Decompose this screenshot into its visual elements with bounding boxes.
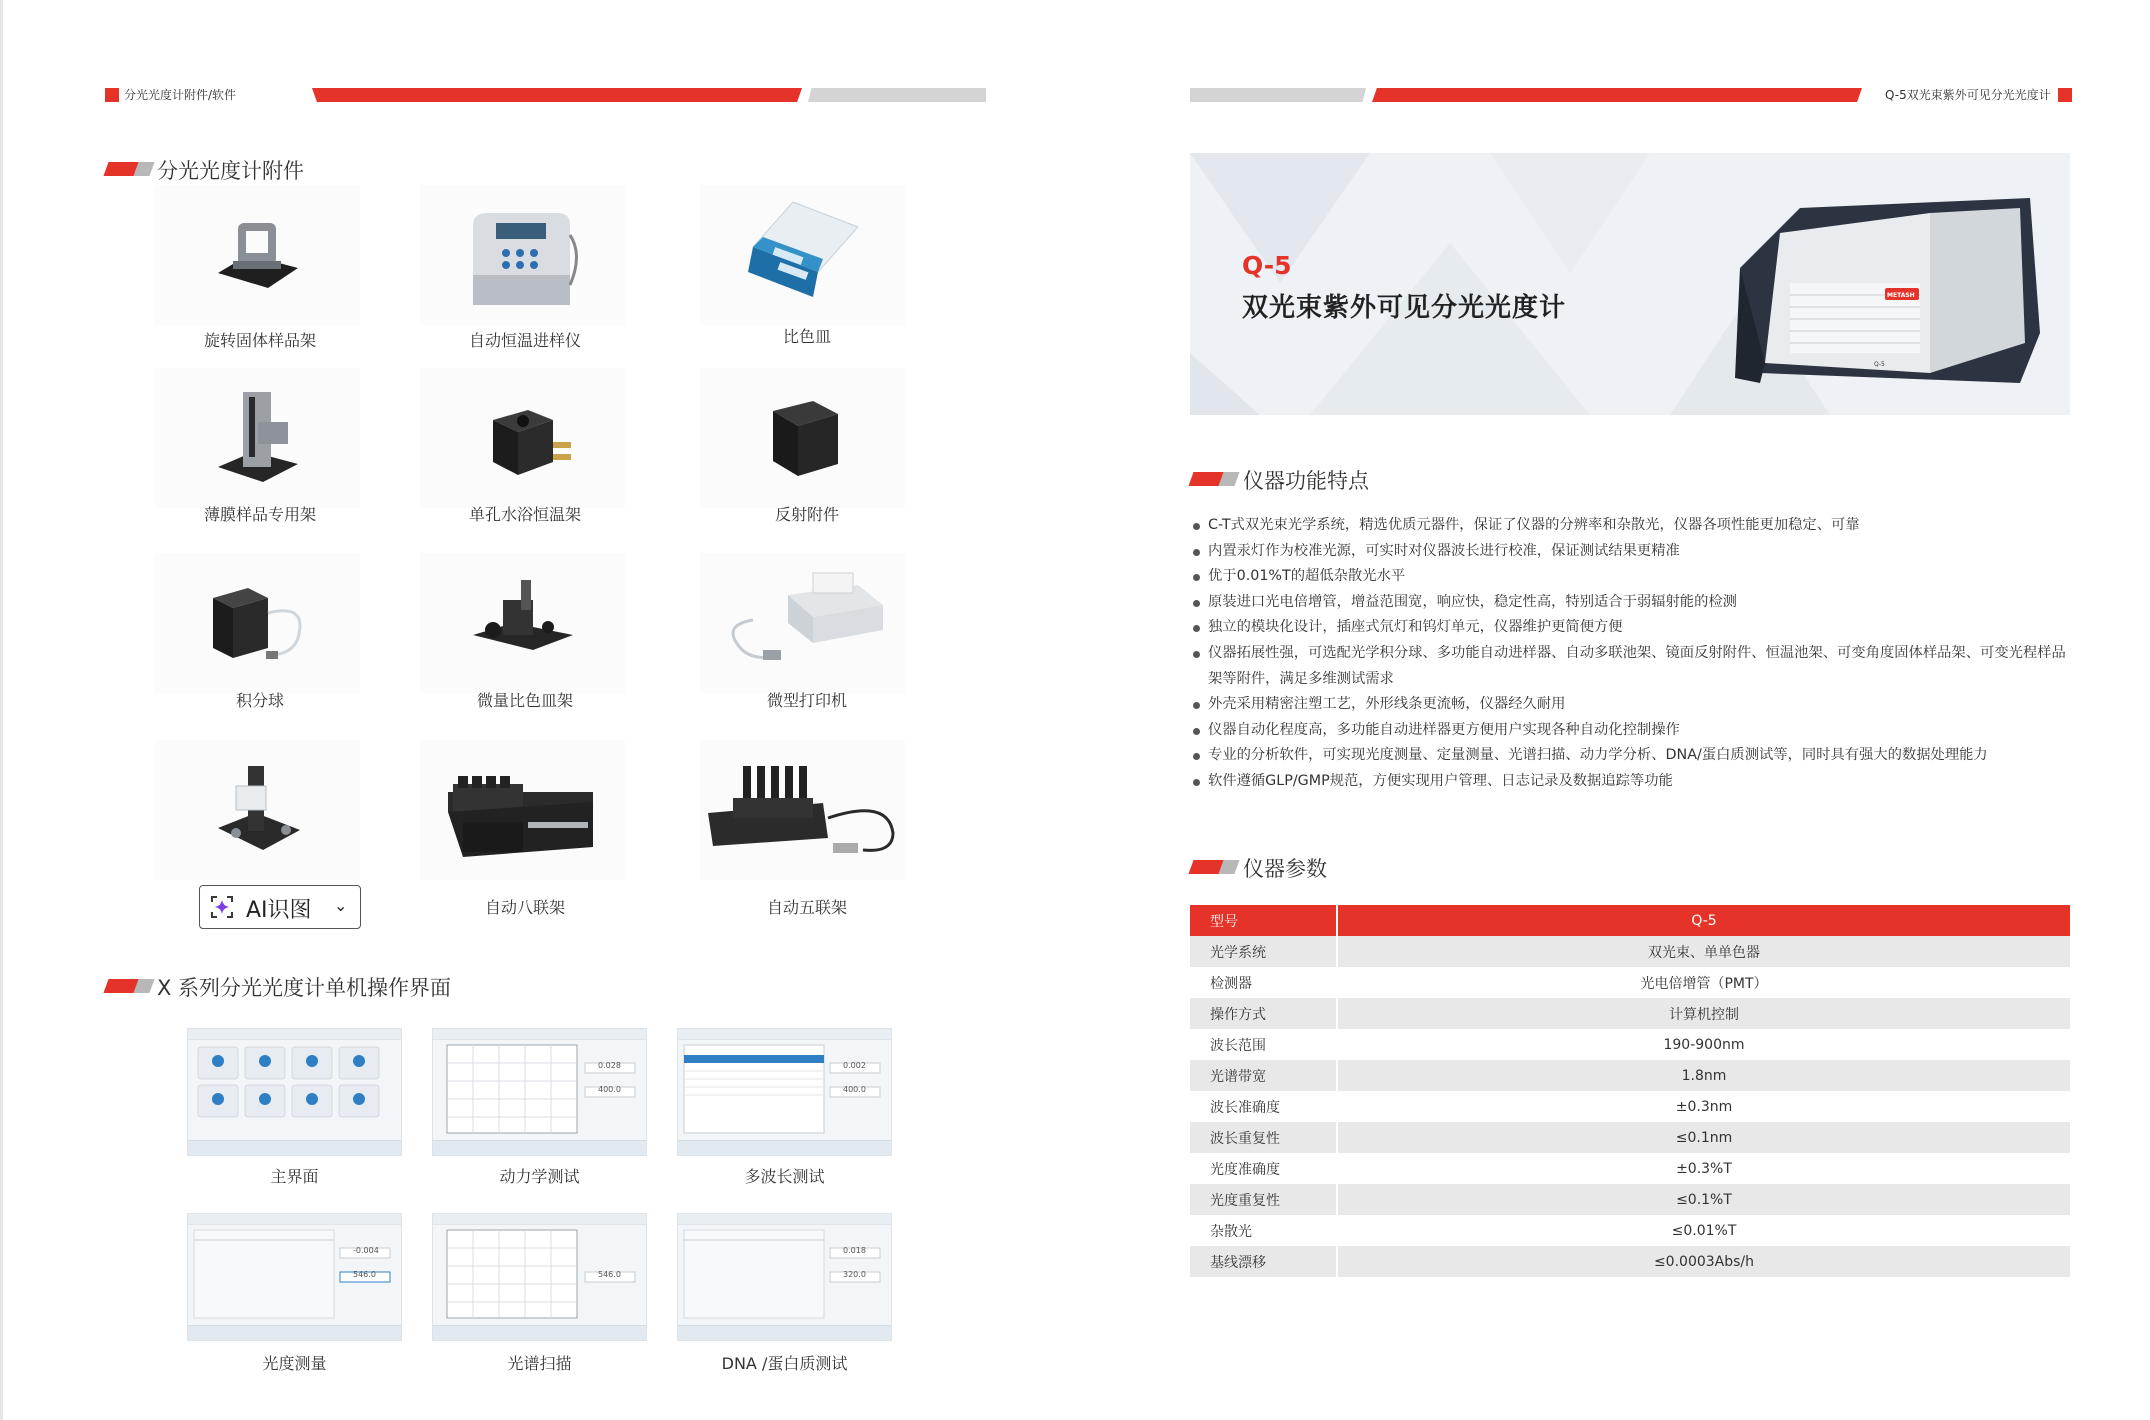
screen-label: 主界面 <box>270 1167 319 1186</box>
table-row <box>1190 1153 2070 1184</box>
table-row <box>1190 1215 2070 1246</box>
param-name: 检测器 <box>1190 967 1337 998</box>
rotating-holder-icon <box>208 203 308 303</box>
feature-item: 仪器自动化程度高，多功能自动进样器更方便用户实现各种自动化控制操作 <box>1192 718 2072 744</box>
screens-title: X 系列分光光度计单机操作界面 <box>157 976 452 1000</box>
section-marker <box>1191 860 1239 874</box>
spectrophotometer-image <box>1720 173 2050 403</box>
param-value: 计算机控制 <box>1337 998 2070 1029</box>
ai-recognize-button[interactable] <box>199 885 361 929</box>
accessory-label: 单孔水浴恒温架 <box>468 505 581 524</box>
header-square <box>105 88 119 102</box>
accessory-label: 微型打印机 <box>766 691 847 710</box>
params-table <box>1190 905 2070 1277</box>
feature-item: 外壳采用精密注塑工艺，外形线条更流畅，仪器经久耐用 <box>1192 692 2072 718</box>
ai-scan-icon <box>210 895 234 919</box>
section-marker <box>106 162 154 176</box>
screen-value: 0.002 <box>843 1061 866 1070</box>
param-name: 光学系统 <box>1190 936 1337 967</box>
film-holder-icon <box>213 382 303 492</box>
accessory-image <box>700 553 905 693</box>
brand-logo: METASH <box>1887 292 1915 299</box>
accessory-label: 自动八联架 <box>484 898 565 917</box>
accessory-label: 旋转固体样品架 <box>203 331 316 350</box>
param-name: 波长范围 <box>1190 1029 1337 1060</box>
param-value: ±0.3%T <box>1676 1160 1732 1177</box>
feature-item: 原装进口光电倍增管，增益范围宽，响应快，稳定性高，特别适合于弱辐射能的检测 <box>1192 590 2072 616</box>
ai-recognize-label: AI识图 <box>246 898 312 923</box>
table-row <box>1190 998 2070 1029</box>
screen-multi-wavelength <box>677 1028 892 1156</box>
accessory-image <box>155 553 360 693</box>
micro-cuvette-holder-icon <box>463 565 583 665</box>
screen-main-menu <box>187 1028 402 1156</box>
accessory-image <box>420 740 625 880</box>
table-row <box>1190 1122 2070 1153</box>
reflection-box-icon <box>753 386 853 486</box>
param-value: ≤0.1nm <box>1337 1122 2070 1153</box>
chevron-down-icon: ⌄ <box>334 896 348 915</box>
five-cell-changer-icon <box>703 758 903 868</box>
screen-spectrum-scan <box>432 1213 647 1341</box>
screen-label: 光度测量 <box>262 1354 327 1373</box>
table-row <box>1190 1184 2070 1215</box>
screen-kinetics <box>432 1028 647 1156</box>
accessory-label: 比色皿 <box>782 327 831 346</box>
screen-value: 0.028 <box>598 1061 621 1070</box>
accessory-label: 薄膜样品专用架 <box>203 505 316 524</box>
feature-item: 独立的模块化设计，插座式氘灯和钨灯单元，仪器维护更简便方便 <box>1192 615 2072 641</box>
banner-product-name: 双光束紫外可见分光光度计 <box>1242 293 1567 323</box>
table-row <box>1190 936 2070 967</box>
param-value: ±0.3nm <box>1675 1098 1733 1115</box>
accessory-image <box>700 740 905 880</box>
table-header-row <box>1190 905 2070 936</box>
param-value: Q-5 <box>1337 905 2070 936</box>
screen-label: 光谱扫描 <box>507 1354 572 1373</box>
feature-item: 软件遵循GLP/GMP规范，方便实现用户管理、日志记录及数据追踪等功能 <box>1192 769 2072 795</box>
accessory-label: 积分球 <box>235 691 284 710</box>
section-marker <box>106 979 154 993</box>
accessory-image <box>420 185 625 325</box>
left-header-title: 分光光度计附件/软件 <box>124 88 237 102</box>
water-bath-holder-icon <box>473 390 573 490</box>
param-name: 基线漂移 <box>1190 1246 1337 1277</box>
screen-value: 546.0 <box>598 1270 621 1279</box>
param-value: ≤0.1%T <box>1337 1184 2070 1215</box>
header-gray-bar-right <box>1190 88 1366 102</box>
param-name: 型号 <box>1190 905 1337 936</box>
param-value: 190-900nm <box>1663 1036 1745 1053</box>
param-value: ≤0.01%T <box>1671 1222 1737 1239</box>
autosampler-icon <box>458 205 588 315</box>
accessory-image <box>155 185 360 325</box>
param-name: 杂散光 <box>1190 1215 1337 1246</box>
device-model-tag: Q-5 <box>1874 361 1885 368</box>
accessory-label: 自动五联架 <box>766 898 847 917</box>
table-row <box>1190 1246 2070 1277</box>
accessory-label: 自动恒温进样仪 <box>468 331 581 350</box>
features-list <box>1192 513 2072 795</box>
page-edge <box>0 0 3 1420</box>
params-title: 仪器参数 <box>1243 857 1327 881</box>
feature-item: C-T式双光束光学系统，精选优质元器件，保证了仪器的分辨率和杂散光，仪器各项性能更加稳定、可靠 <box>1192 513 2072 539</box>
features-title: 仪器功能特点 <box>1243 469 1369 493</box>
screen-dna-protein <box>677 1213 892 1341</box>
cuvette-box-icon <box>738 197 868 307</box>
table-row <box>1190 1029 2070 1060</box>
accessory-label: 微量比色皿架 <box>476 691 573 710</box>
eight-cell-changer-icon <box>443 762 603 872</box>
accessory-image <box>155 368 360 508</box>
table-row <box>1190 1091 2070 1122</box>
right-header-title: Q-5双光束紫外可见分光光度计 <box>1885 88 2051 102</box>
accessories-title: 分光光度计附件 <box>157 159 304 183</box>
param-value: 双光束、单单色器 <box>1337 936 2070 967</box>
accessory-image <box>700 185 905 325</box>
accessory-image <box>155 740 360 880</box>
feature-item: 仪器拓展性强，可选配光学积分球、多功能自动进样器、自动多联池架、镜面反射附件、恒温池架、可变角度固体样品架、可变光程样品架等附件，满足多维测试需求 <box>1192 641 2072 692</box>
header-square-right <box>2058 88 2072 102</box>
screen-value: 400.0 <box>843 1085 866 1094</box>
screen-label: 动力学测试 <box>499 1167 580 1186</box>
param-name: 光谱带宽 <box>1190 1060 1337 1091</box>
param-name: 光度重复性 <box>1190 1184 1337 1215</box>
screen-label: 多波长测试 <box>744 1167 825 1186</box>
feature-item: 内置汞灯作为校准光源，可实时对仪器波长进行校准，保证测试结果更精准 <box>1192 539 2072 565</box>
param-name: 波长准确度 <box>1190 1091 1337 1122</box>
screen-value: 320.0 <box>843 1270 866 1279</box>
screen-value: 0.018 <box>843 1246 866 1255</box>
product-banner <box>1190 153 2070 415</box>
screen-photometric <box>187 1213 402 1341</box>
param-name: 波长重复性 <box>1190 1122 1337 1153</box>
screen-value: -0.004 <box>353 1246 379 1255</box>
accessory-label: 反射附件 <box>774 505 839 524</box>
section-marker <box>1191 472 1239 486</box>
param-name: 操作方式 <box>1190 998 1337 1029</box>
micro-printer-icon <box>718 565 888 665</box>
feature-item: 优于0.01%T的超低杂散光水平 <box>1192 564 2072 590</box>
single-holder-icon <box>208 758 308 868</box>
param-name: 光度准确度 <box>1190 1153 1337 1184</box>
accessory-image <box>420 368 625 508</box>
header-gray-bar <box>808 88 986 102</box>
header-red-bar <box>312 88 802 102</box>
accessory-image <box>420 553 625 693</box>
screen-label: DNA /蛋白质测试 <box>721 1354 848 1373</box>
accessory-image <box>700 368 905 508</box>
param-value: 光电倍增管（PMT） <box>1640 975 1768 992</box>
feature-item: 专业的分析软件，可实现光度测量、定量测量、光谱扫描、动力学分析、DNA/蛋白质测试等，同时具有强大的数据处理能力 <box>1192 743 2072 769</box>
banner-model: Q-5 <box>1242 251 1292 280</box>
param-value: ≤0.0003Abs/h <box>1337 1246 2070 1277</box>
screen-value: 546.0 <box>353 1270 376 1279</box>
integrating-sphere-icon <box>198 573 318 673</box>
screen-value: 400.0 <box>598 1085 621 1094</box>
table-row <box>1190 967 2070 998</box>
param-value: 1.8nm <box>1337 1060 2070 1091</box>
header-red-bar-right <box>1372 88 1862 102</box>
table-row <box>1190 1060 2070 1091</box>
